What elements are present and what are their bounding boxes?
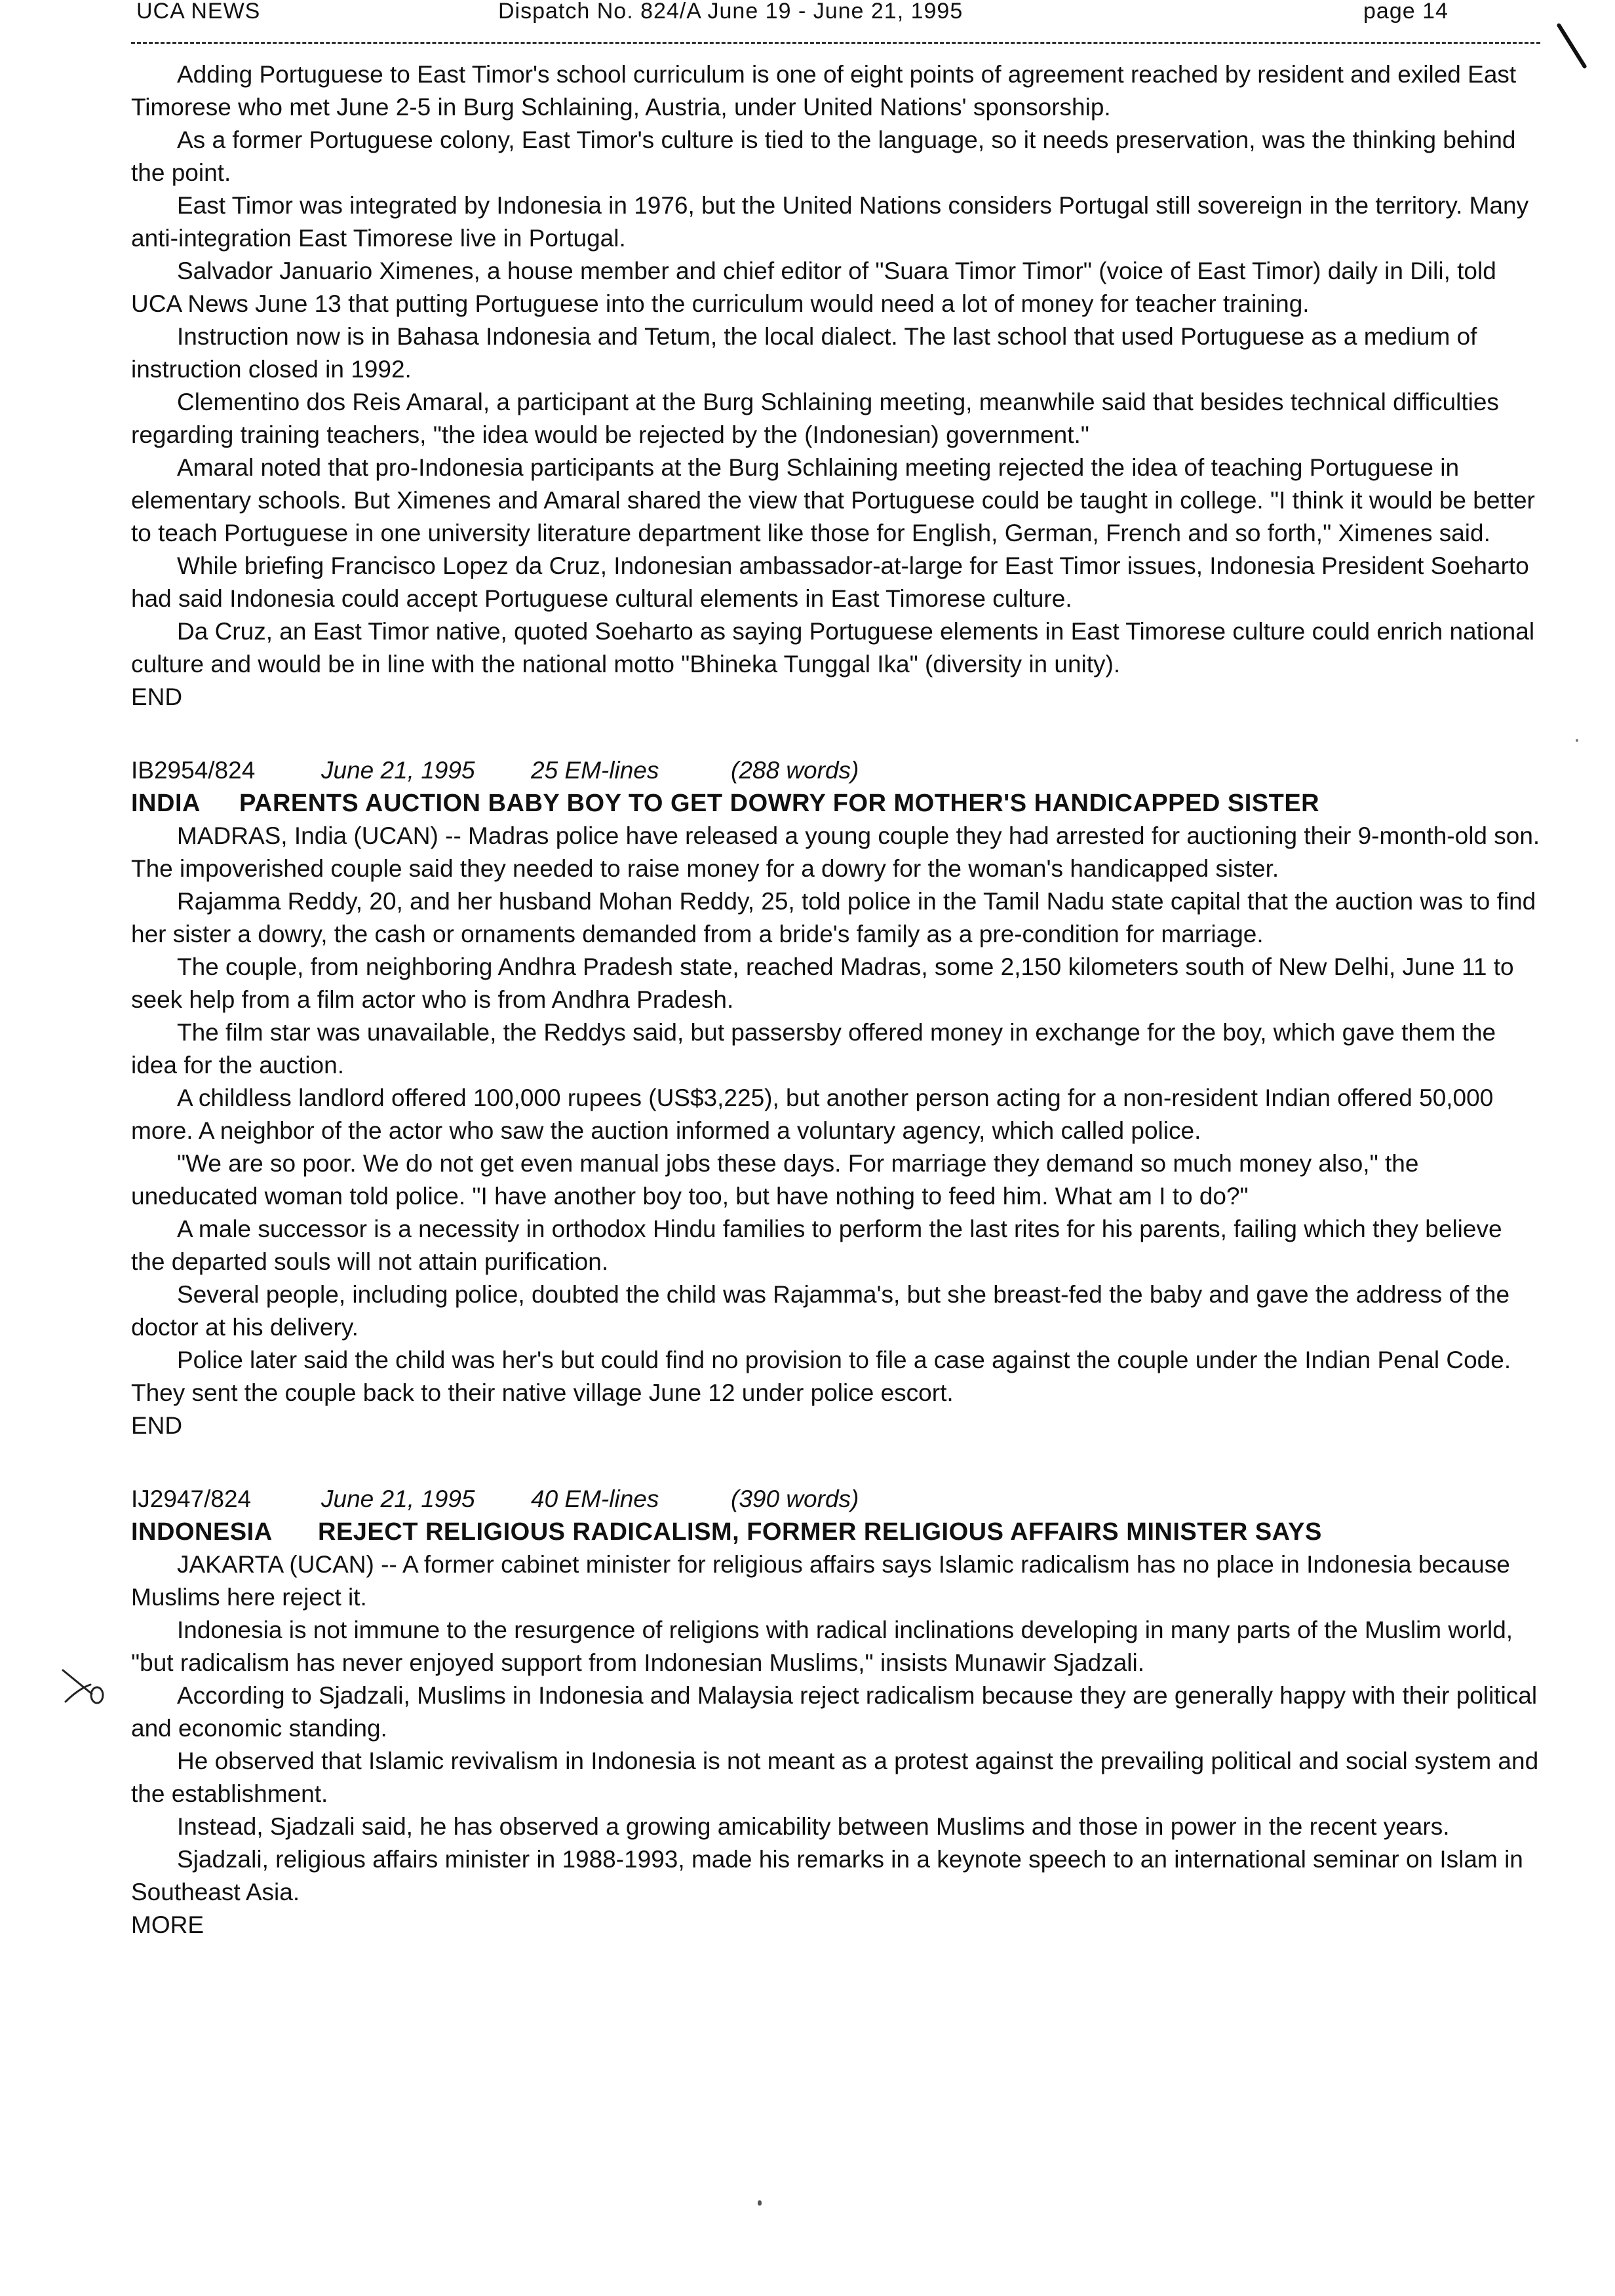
- story-id: IB2954/824: [131, 757, 256, 784]
- paragraph: Adding Portuguese to East Timor's school curriculum is one of eight points of agreement reached by resident and exiled East Timorese who met June 2-5 in Burg Schlaining, Austria, under United Nations' sponsorship.: [131, 61, 1517, 121]
- document-page: [131, 0, 1540, 1942]
- header-publication: UCA NEWS: [136, 0, 261, 24]
- story-word-count: (288 words): [731, 757, 859, 784]
- handwritten-x-mark: [60, 1668, 106, 1713]
- header-rule: [131, 42, 1540, 44]
- story-end-marker: END: [131, 683, 183, 710]
- paragraph: Salvador Januario Ximenes, a house member and chief editor of "Suara Timor Timor" (voice of East Timor) daily in Dili, told UCA News June 13 that putting Portuguese into the curriculum would need a lot of money for teacher training.: [131, 258, 1496, 317]
- story-headline: [131, 1516, 1540, 1548]
- story-date: June 21, 1995: [321, 1485, 475, 1512]
- headline-country: INDONESIA: [131, 1518, 273, 1546]
- story-indonesia: [131, 1483, 1540, 1942]
- story-continued-marker: MORE: [131, 1911, 204, 1938]
- handwritten-slash-mark: [1556, 22, 1587, 69]
- story-meta: [131, 754, 1540, 787]
- paragraph: JAKARTA (UCAN) -- A former cabinet minister for religious affairs says Islamic radicalism has no place in Indonesia because Muslims here reject it.: [131, 1551, 1510, 1611]
- paragraph: MADRAS, India (UCAN) -- Madras police have released a young couple they had arrested for auctioning their 9-month-old son. The impoverished couple said they needed to raise money for a dowry for the woman's handicapped sister.: [131, 822, 1540, 882]
- paragraph: The couple, from neighboring Andhra Pradesh state, reached Madras, some 2,150 kilometers south of New Delhi, June 11 to seek help from a film actor who is from Andhra Pradesh.: [131, 953, 1514, 1013]
- paragraph: As a former Portuguese colony, East Timor's culture is tied to the language, so it needs preservation, was the thinking behind the point.: [131, 126, 1516, 186]
- story-headline: [131, 787, 1540, 820]
- page-header: [131, 0, 1540, 35]
- story-east-timor: [131, 58, 1540, 714]
- headline-text: PARENTS AUCTION BABY BOY TO GET DOWRY FOR MOTHER'S HANDICAPPED SISTER: [239, 790, 1320, 817]
- paragraph: Instruction now is in Bahasa Indonesia and Tetum, the local dialect. The last school that used Portuguese as a medium of instruction closed in 1992.: [131, 323, 1477, 383]
- paragraph: Clementino dos Reis Amaral, a participant at the Burg Schlaining meeting, meanwhile said that besides technical difficulties regarding training teachers, "the idea would be rejected by the (Indonesian) government.": [131, 389, 1499, 448]
- story-id: IJ2947/824: [131, 1485, 252, 1512]
- paragraph: Amaral noted that pro-Indonesia participants at the Burg Schlaining meeting rejected the idea of teaching Portuguese in elementary schools. But Ximenes and Amaral shared the view that Portuguese could be taught in college. "I think it would be better to teach Portuguese in one university literature department like those for English, German, French and so forth," Ximenes said.: [131, 454, 1535, 546]
- header-page-number: page 14: [1363, 0, 1449, 24]
- paragraph: According to Sjadzali, Muslims in Indonesia and Malaysia reject radicalism because they are generally happy with their political and economic standing.: [131, 1682, 1538, 1742]
- story-word-count: (390 words): [731, 1485, 859, 1512]
- paragraph: The film star was unavailable, the Reddys said, but passersby offered money in exchange for the boy, which gave them the idea for the auction.: [131, 1019, 1496, 1079]
- paragraph: A childless landlord offered 100,000 rupees (US$3,225), but another person acting for a non-resident Indian offered 50,000 more. A neighbor of the actor who saw the auction informed a voluntary agency, which called police.: [131, 1084, 1494, 1144]
- story-india: [131, 754, 1540, 1442]
- paragraph: He observed that Islamic revivalism in Indonesia is not meant as a protest against the prevailing political and social system and the establishment.: [131, 1748, 1539, 1807]
- paragraph: Several people, including police, doubted the child was Rajamma's, but she breast-fed the baby and gave the address of the doctor at his delivery.: [131, 1281, 1510, 1341]
- story-meta: [131, 1483, 1540, 1516]
- paragraph: Da Cruz, an East Timor native, quoted Soeharto as saying Portuguese elements in East Timorese culture could enrich national culture and would be in line with the national motto "Bhineka Tunggal Ika" (diversity in unity).: [131, 618, 1535, 678]
- paragraph: Sjadzali, religious affairs minister in 1988-1993, made his remarks in a keynote speech to an international seminar on Islam in Southeast Asia.: [131, 1846, 1523, 1905]
- story-date: June 21, 1995: [321, 757, 475, 784]
- paragraph: A male successor is a necessity in orthodox Hindu families to perform the last rites for his parents, failing which they believe the departed souls will not attain purification.: [131, 1215, 1502, 1275]
- paragraph: Rajamma Reddy, 20, and her husband Mohan Reddy, 25, told police in the Tamil Nadu state capital that the auction was to find her sister a dowry, the cash or ornaments demanded from a bride's family as a pre-condition for marriage.: [131, 888, 1536, 947]
- paragraph: Police later said the child was her's but could find no provision to file a case against the couple under the Indian Penal Code. They sent the couple back to their native village June 12 under police escort.: [131, 1347, 1511, 1406]
- scan-speck: [758, 2200, 762, 2206]
- story-end-marker: END: [131, 1412, 183, 1439]
- paragraph: Instead, Sjadzali said, he has observed a growing amicability between Muslims and those in power in the recent years.: [177, 1813, 1450, 1840]
- story-line-count: 25 EM-lines: [531, 757, 659, 784]
- scan-speck: [1576, 739, 1578, 742]
- header-dispatch: Dispatch No. 824/A June 19 - June 21, 1995: [498, 0, 963, 24]
- headline-country: INDIA: [131, 790, 201, 817]
- paragraph: Indonesia is not immune to the resurgence of religions with radical inclinations developing in many parts of the Muslim world, "but radicalism has never enjoyed support from Indonesian Muslims," insists Munawir Sjadzali.: [131, 1617, 1513, 1676]
- story-line-count: 40 EM-lines: [531, 1485, 659, 1512]
- paragraph: While briefing Francisco Lopez da Cruz, Indonesian ambassador-at-large for East Timor issues, Indonesia President Soeharto had said Indonesia could accept Portuguese cultural elements in East Timorese culture.: [131, 552, 1529, 612]
- paragraph: "We are so poor. We do not get even manual jobs these days. For marriage they demand so much money also," the uneducated woman told police. "I have another boy too, but have nothing to feed him. What am I to do?": [131, 1150, 1419, 1210]
- paragraph: East Timor was integrated by Indonesia in 1976, but the United Nations considers Portugal still sovereign in the territory. Many anti-integration East Timorese live in Portugal.: [131, 192, 1529, 252]
- headline-text: REJECT RELIGIOUS RADICALISM, FORMER RELIGIOUS AFFAIRS MINISTER SAYS: [318, 1518, 1322, 1546]
